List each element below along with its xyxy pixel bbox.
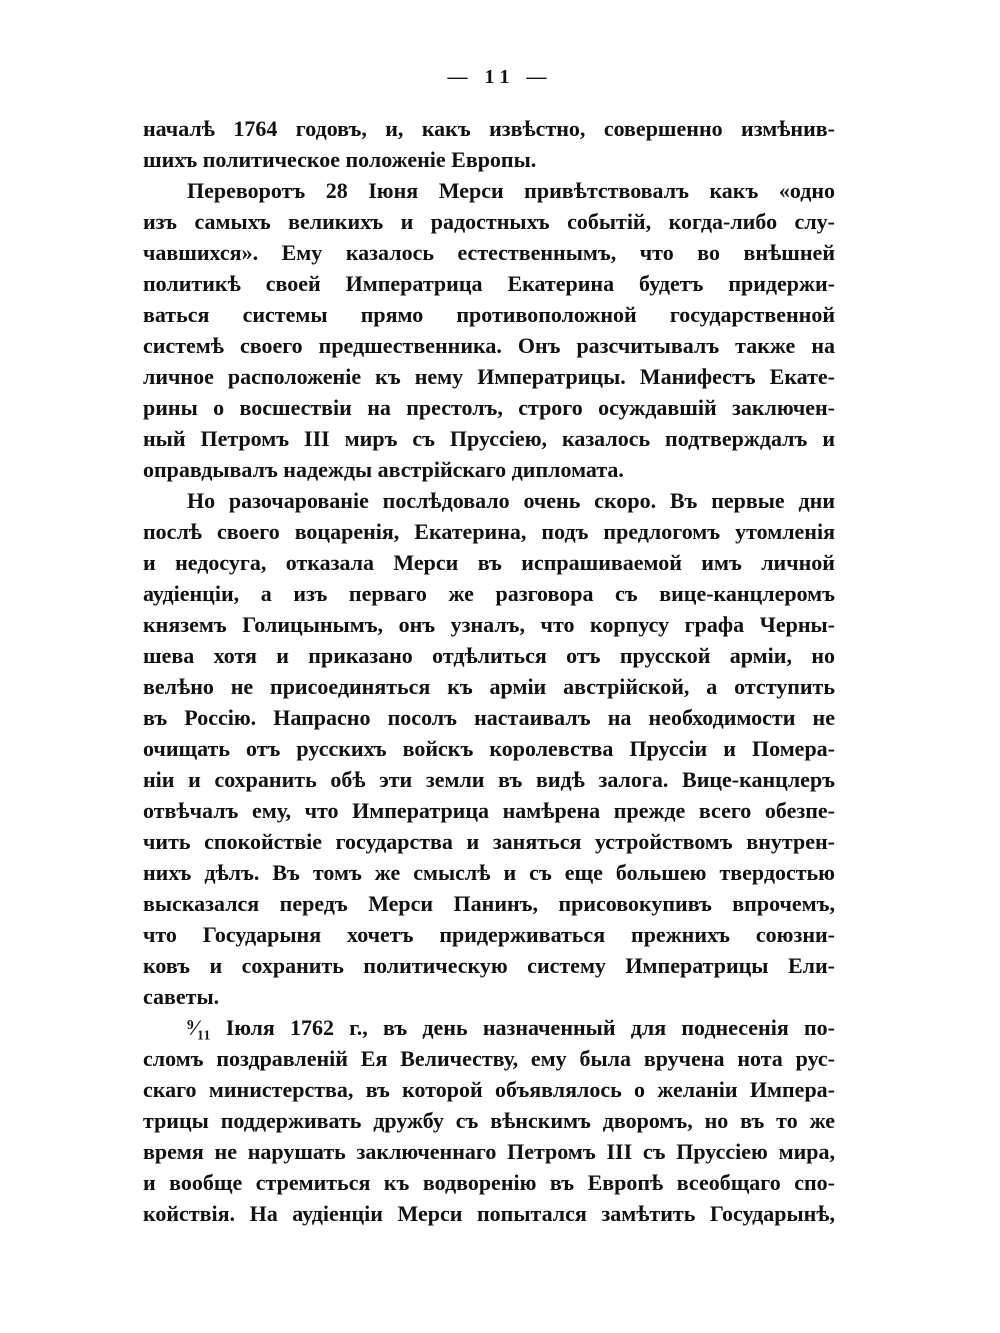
text-line: шева хотя и приказано отдѣлиться отъ прусской армiи, но <box>143 643 835 668</box>
text-line: оправдывалъ надежды австрiйскаго дипломата. <box>143 457 624 482</box>
text-line: очищать отъ русскихъ войскъ королевства Пруссiи и Помера- <box>143 736 835 761</box>
text-line: велѣно не присоединяться къ армiи австрiйской, а отступить <box>143 674 835 699</box>
text-line: аудiенцiи, а изъ перваго же разговора съ вице-канцлеромъ <box>143 581 835 606</box>
text-line: нихъ дѣлъ. Въ томъ же смыслѣ и съ еще большею твердостью <box>143 860 835 885</box>
text-line: и вообще стремиться къ водворенiю въ Европѣ всеобщаго спо- <box>143 1170 835 1195</box>
text-line: княземъ Голицынымъ, онъ узналъ, что корпусу графа Черны- <box>143 612 835 637</box>
text-line: рины о восшествiи на престолъ, строго осуждавшiй заключен- <box>143 395 835 420</box>
text-line: ваться системы прямо противоположной государственной <box>143 302 835 327</box>
text-line: Но разочарованiе послѣдовало очень скоро. Въ первые дни <box>187 488 835 513</box>
text-line: Переворотъ 28 Iюня Мерси привѣтствовалъ какъ «одно <box>187 178 835 203</box>
page-number: — 11 — <box>447 66 553 88</box>
text-line: койствiя. На аудiенцiи Мерси попытался замѣтить Государынѣ, <box>143 1201 835 1226</box>
text-line: саветы. <box>143 984 220 1009</box>
text-line: и недосуга, отказала Мерси въ испрашиваемой имъ личной <box>143 550 835 575</box>
text-line: сломъ поздравленiй Ея Величеству, ему была вручена нота рус- <box>143 1046 835 1071</box>
text-line: отвѣчалъ ему, что Императрица намѣрена прежде всего обезпе- <box>143 798 835 823</box>
text-line: трицы поддерживать дружбу съ вѣнскимъ дворомъ, но въ то же <box>143 1108 835 1133</box>
text-line: время не нарушать заключеннаго Петромъ III съ Пруссiею мира, <box>143 1139 835 1164</box>
text-line: шихъ политическое положенiе Европы. <box>143 147 537 172</box>
text-line: высказался передъ Мерси Панинъ, присовокупивъ впрочемъ, <box>143 891 835 916</box>
text-line: послѣ своего воцаренiя, Екатерина, подъ предлогомъ утомленiя <box>143 519 835 544</box>
text-line: изъ самыхъ великихъ и радостныхъ событiй, когда-либо слу- <box>143 209 835 234</box>
text-line: что Государыня хочетъ придерживаться прежнихъ союзни- <box>143 922 835 947</box>
text-line: скаго министерства, въ которой объявлялось о желанiи Импера- <box>143 1077 835 1102</box>
body-text <box>143 113 835 1229</box>
text-line: чить спокойствiе государства и заняться устройствомъ внутрен- <box>143 829 835 854</box>
text-line: ⁹⁄₁₁ Iюля 1762 г., въ день назначенный для поднесенiя по- <box>187 1015 835 1040</box>
text-line: въ Россiю. Напрасно посолъ настаивалъ на необходимости не <box>143 705 835 730</box>
text-line: чавшихся». Ему казалось естественнымъ, что во внѣшней <box>143 240 835 265</box>
text-line: ный Петромъ III миръ съ Пруссiею, казалось подтверждалъ и <box>143 426 835 451</box>
text-line: ковъ и сохранить политическую систему Императрицы Ели- <box>143 953 835 978</box>
text-line: политикѣ своей Императрица Екатерина будетъ придержи- <box>143 271 835 296</box>
text-line: личное расположенiе къ нему Императрицы. Манифестъ Екате- <box>143 364 835 389</box>
text-line: системѣ своего предшественника. Онъ разсчитывалъ также на <box>143 333 835 358</box>
text-line: началѣ 1764 годовъ, и, какъ извѣстно, совершенно измѣнив- <box>143 116 835 141</box>
text-line: нiи и сохранить обѣ эти земли въ видѣ залога. Вице-канцлеръ <box>143 767 835 792</box>
